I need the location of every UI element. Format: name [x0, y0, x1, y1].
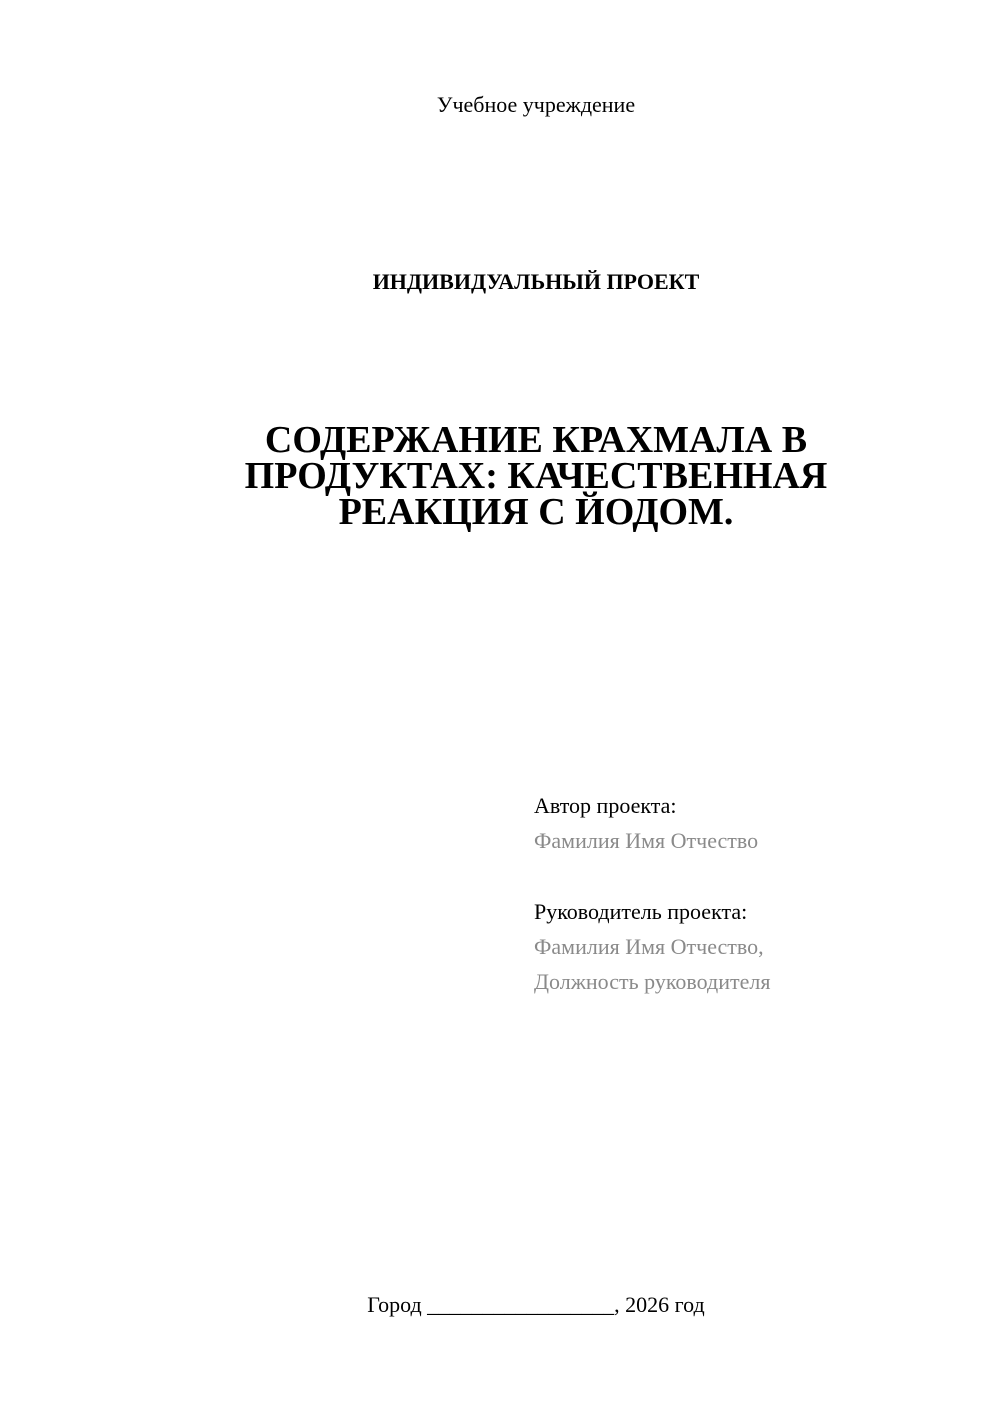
author-label: Автор проекта: [534, 793, 677, 818]
author-name-placeholder: Фамилия Имя Отчество [534, 828, 759, 853]
project-type-heading: ИНДИВИДУАЛЬНЫЙ ПРОЕКТ [372, 269, 700, 294]
supervisor-position-placeholder: Должность руководителя [534, 969, 771, 994]
credits-block [534, 788, 974, 999]
credits-spacer [534, 858, 974, 894]
supervisor-name-placeholder: Фамилия Имя Отчество, [534, 934, 764, 959]
institution-name: Учебное учреждение [436, 92, 636, 117]
city-year-line: Город _________________, 2026 год [367, 1292, 705, 1317]
project-title: СОДЕРЖАНИЕ КРАХМАЛА В ПРОДУКТАХ: КАЧЕСТВЕННАЯ РЕАКЦИЯ С ЙОДОМ. [244, 419, 828, 533]
supervisor-label: Руководитель проекта: [534, 899, 748, 924]
